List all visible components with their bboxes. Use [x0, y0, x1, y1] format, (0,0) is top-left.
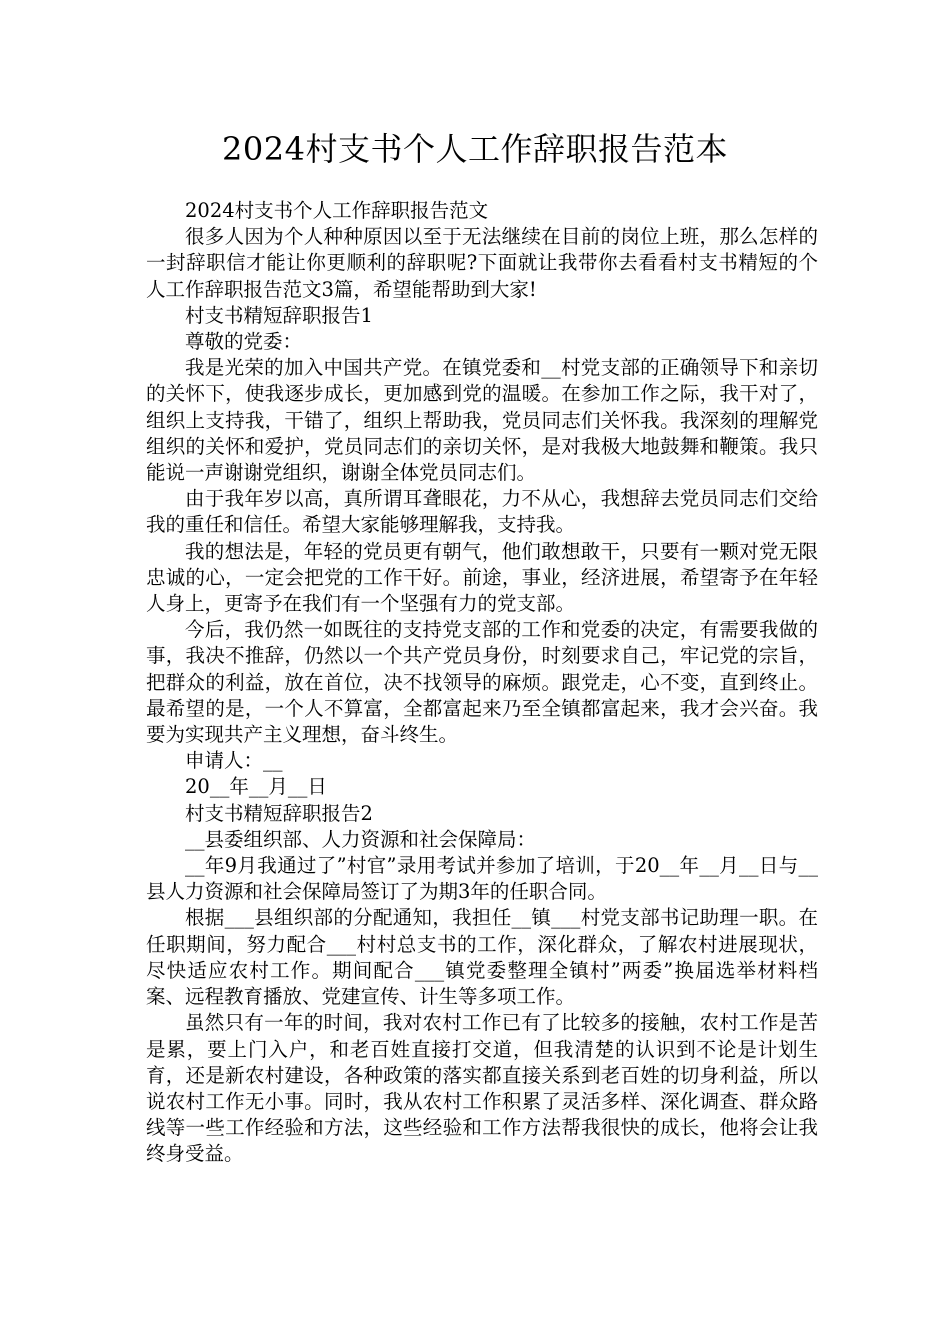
document-title: 2024村支书个人工作辞职报告范本	[222, 130, 728, 168]
paragraph: __县委组织部、人力资源和社会保障局：	[185, 827, 537, 851]
paragraph: 尊敬的党委：	[185, 330, 303, 354]
paragraph: 根据___县组织部的分配通知，我担任__镇___村党支部书记助理一职。在任职期间，努力配合___村村总支书的工作，深化群众，了解农村进展现状，尽快适应农村工作。期间配合___镇党委整理全镇村”两委”换届选举材料档案、远程教育播放、党建宣传、计生等多项工作。	[146, 906, 818, 1009]
paragraph: 我是光荣的加入中国共产党。在镇党委和__村党支部的正确领导下和亲切的关怀下，使我逐步成长，更加感到党的温暖。在参加工作之际，我干对了，组织上支持我，干错了，组织上帮助我，党员同志们关怀我。我深刻的理解党组织的关怀和爱护，党员同志们的亲切关怀，是对我极大地鼓舞和鞭策。我只能说一声谢谢党组织，谢谢全体党员同志们。	[146, 356, 818, 485]
document-body	[146, 198, 818, 1168]
paragraph: 虽然只有一年的时间，我对农村工作已有了比较多的接触，农村工作是苦是累，要上门入户，和老百姓直接打交道，但我清楚的认识到不论是计划生育，还是新农村建设，各种政策的落实都直接关系到老百姓的切身利益，所以说农村工作无小事。同时，我从农村工作积累了灵活多样、深化调查、群众路线等一些工作经验和方法，这些经验和工作方法帮我很快的成长，他将会让我终身受益。	[146, 1011, 818, 1166]
paragraph: 申请人：__	[185, 749, 283, 773]
paragraph: 今后，我仍然一如既往的支持党支部的工作和党委的决定，有需要我做的事，我决不推辞，仍然以一个共产党员身份，时刻要求自己，牢记党的宗旨，把群众的利益，放在首位，决不找领导的麻烦。跟党走，心不变，直到终止。最希望的是，一个人不算富，全都富起来乃至全镇都富起来，我才会兴奋。我要为实现共产主义理想，奋斗终生。	[146, 618, 818, 747]
paragraph: 由于我年岁以高，真所谓耳聋眼花，力不从心，我想辞去党员同志们交给我的重任和信任。希望大家能够理解我，支持我。	[146, 487, 818, 537]
paragraph: 2024村支书个人工作辞职报告范文	[185, 199, 489, 222]
paragraph: 村支书精短辞职报告1	[185, 303, 373, 327]
paragraph: 村支书精短辞职报告2	[185, 801, 373, 825]
paragraph: __年9月我通过了”村官”录用考试并参加了培训，于20__年__月__日与__县人力资源和社会保障局签订了为期3年的任职合同。	[146, 854, 818, 904]
paragraph: 很多人因为个人种种原因以至于无法继续在目前的岗位上班，那么怎样的一封辞职信才能让你更顺利的辞职呢?下面就让我带你去看看村支书精短的个人工作辞职报告范文3篇，希望能帮助到大家!	[146, 225, 818, 301]
paragraph: 我的想法是，年轻的党员更有朝气，他们敢想敢干，只要有一颗对党无限忠诚的心，一定会把党的工作干好。前途，事业，经济进展，希望寄予在年轻人身上，更寄予在我们有一个坚强有力的党支部。	[146, 539, 818, 616]
paragraph: 20__年__月__日	[185, 775, 327, 799]
